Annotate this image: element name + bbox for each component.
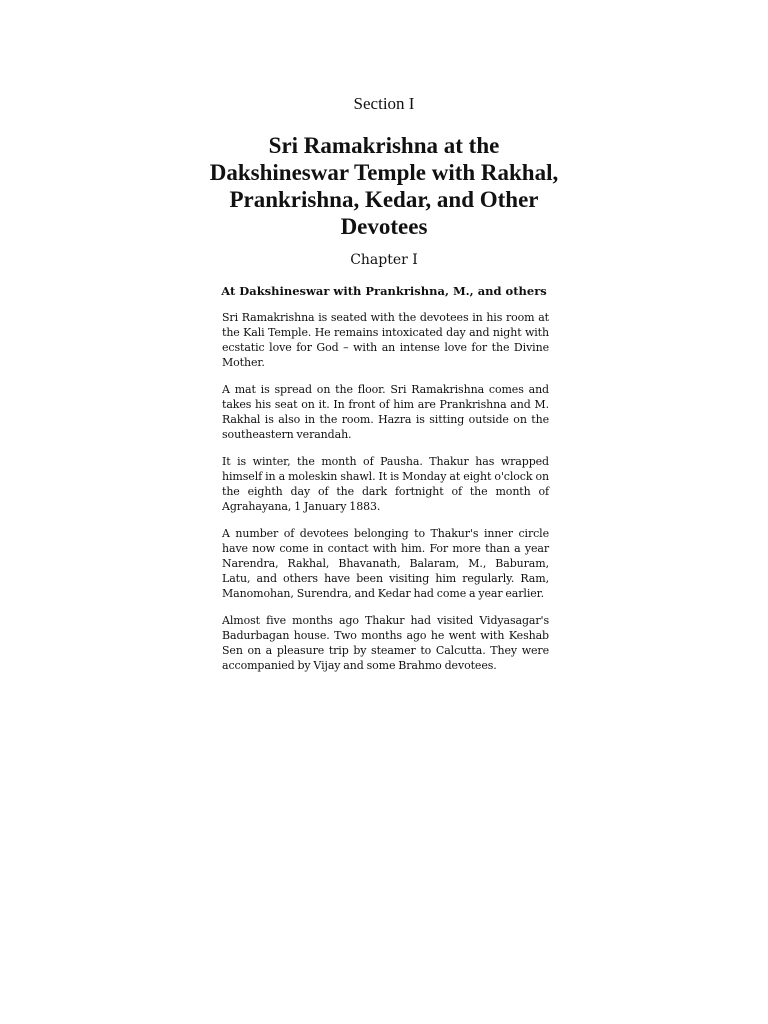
chapter-label: Chapter I — [350, 252, 418, 268]
paragraph: Almost five months ago Thakur had visited Vidyasagar's Badurbagan house. Two months ago he went with Keshab Sen on a pleasure trip by steamer to Calcutta. They were accompanied by Vijay and some Brahmo devotees. — [222, 614, 549, 672]
paragraph: A mat is spread on the floor. Sri Ramakrishna comes and takes his seat on it. In front of him are Prankrishna and M. Rakhal is also in the room. Hazra is sitting outside on the southeastern verandah. — [222, 383, 549, 441]
page-title — [200, 132, 568, 240]
section-label: Section I — [353, 94, 415, 113]
chapter-subtitle: At Dakshineswar with Prankrishna, M., and others — [221, 284, 547, 298]
title-line: Dakshineswar Temple with Rakhal, — [209, 160, 559, 185]
title-line: Prankrishna, Kedar, and Other — [229, 187, 539, 212]
paragraph: It is winter, the month of Pausha. Thakur has wrapped himself in a moleskin shawl. It is Monday at eight o'clock on the eighth day of the dark fortnight of the month of Agrahayana, 1 January 1883. — [222, 455, 549, 513]
body-text — [222, 310, 549, 685]
paragraph: Sri Ramakrishna is seated with the devotees in his room at the Kali Temple. He remains intoxicated day and night with ecstatic love for God – with an intense love for the Divine Mother. — [222, 311, 549, 369]
title-line: Devotees — [340, 214, 428, 239]
title-line: Sri Ramakrishna at the — [268, 133, 500, 158]
paragraph: A number of devotees belonging to Thakur's inner circle have now come in contact with him. For more than a year Narendra, Rakhal, Bhavanath, Balaram, M., Baburam, Latu, and others have been visiting him regularly. Ram, Manomohan, Surendra, and Kedar had come a year earlier. — [222, 527, 549, 600]
